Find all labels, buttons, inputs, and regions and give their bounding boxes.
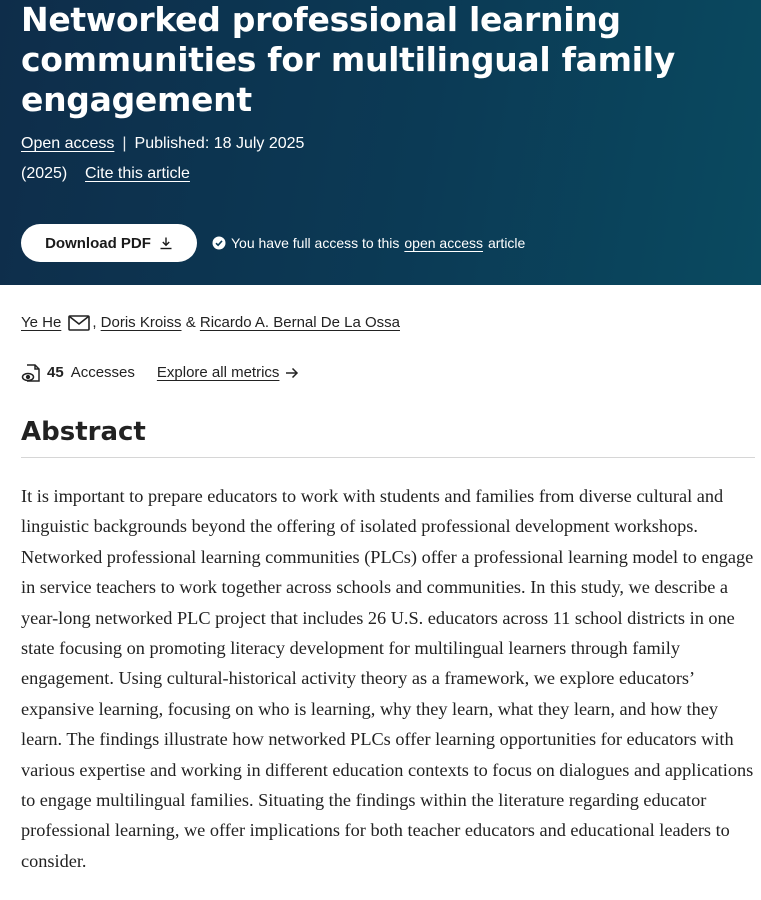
abstract-heading: Abstract	[21, 417, 146, 447]
author-link[interactable]: Ricardo A. Bernal De La Ossa	[199, 314, 400, 331]
access-suffix: article	[487, 235, 526, 251]
published-date: Published: 18 July 2025	[134, 135, 305, 152]
explore-metrics-link[interactable]: Explore all metrics	[156, 364, 280, 381]
author-separator: ,	[92, 314, 97, 331]
accesses-count: 45	[47, 364, 64, 381]
open-access-link[interactable]: Open access	[21, 135, 115, 152]
article-year: (2025)	[21, 165, 68, 182]
author-list	[21, 312, 400, 334]
article-meta-line-2	[21, 164, 190, 184]
download-icon	[159, 236, 173, 250]
arrow-right-icon	[285, 367, 299, 379]
article-header	[0, 0, 761, 285]
check-circle-icon	[212, 236, 226, 250]
article-title: Networked professional learning communities for multilingual family engagement	[21, 0, 675, 119]
accesses-document-icon	[21, 362, 41, 384]
download-pdf-button[interactable]	[21, 224, 197, 262]
article-meta-line-1	[21, 134, 304, 154]
author-link[interactable]: Ye He	[21, 314, 62, 331]
article-metrics	[21, 362, 299, 384]
author-link[interactable]: Doris Kroiss	[100, 314, 182, 331]
cite-article-link[interactable]: Cite this article	[85, 165, 190, 182]
access-prefix: You have full access to this	[231, 235, 400, 251]
access-note	[212, 233, 525, 253]
meta-separator: |	[122, 135, 127, 152]
author-separator: &	[185, 314, 196, 331]
accesses-label: Accesses	[70, 364, 135, 381]
envelope-icon[interactable]	[68, 315, 90, 331]
abstract-text: It is important to prepare educators to work with students and families from diverse cultural and linguistic backgrounds beyond the offering of isolated professional development workshops. Networked professional learning communities (PLCs) offer a professional learning model to engage in service teachers to work together across schools and communities. In this study, we describe a year-long networked PLC project that includes 26 U.S. educators across 11 school districts in one state focusing on promoting literacy development for multilingual learners through family engagement. Using cultural-historical activity theory as a framework, we explore educators’ expansive learning, focusing on who is learning, why they learn, what they learn, and how they learn. The findings illustrate how networked PLCs offer learning opportunities for educators with various expertise and working in different education contexts to focus on dialogues and applications to engage multilingual families. Situating the findings within the literature regarding educator professional learning, we offer implications for both teacher educators and educational leaders to consider.	[21, 486, 754, 871]
section-divider	[21, 457, 755, 458]
download-pdf-label: Download PDF	[45, 234, 151, 252]
open-access-info-link[interactable]: open access	[404, 235, 483, 251]
